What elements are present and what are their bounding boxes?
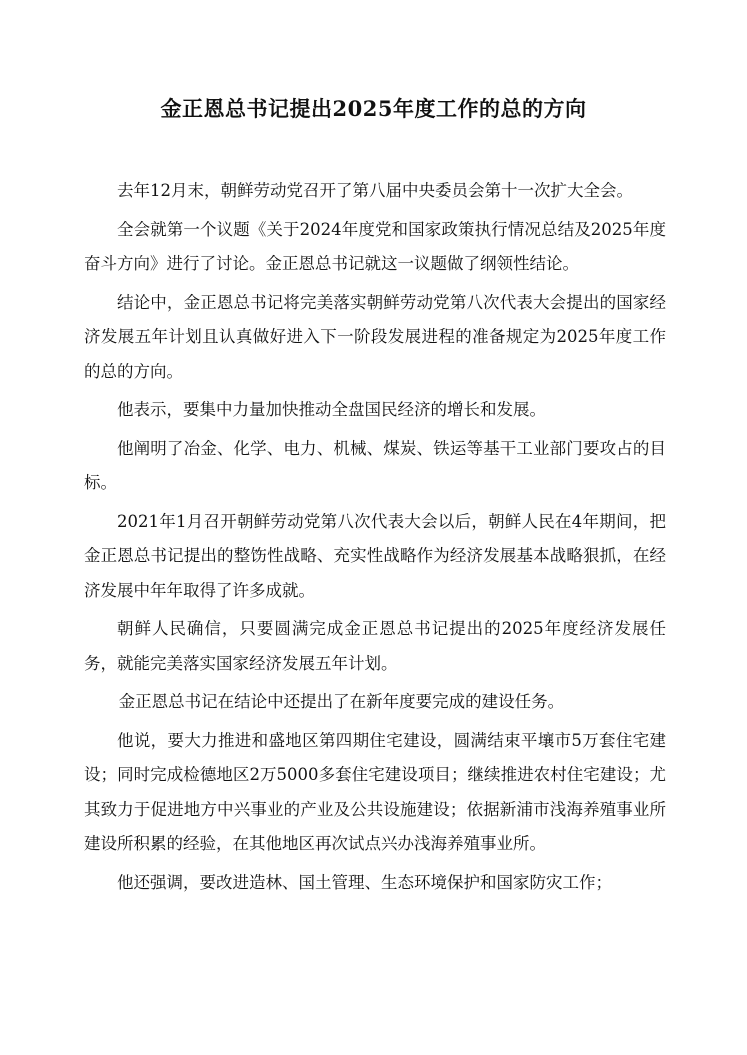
document-body [84,174,666,904]
paragraph-6: 2021年1月召开朝鲜劳动党第八次代表大会以后，朝鲜人民在4年期间，把金正恩总书记提出的整饬性战略、充实性战略作为经济发展基本战略狠抓，在经济发展中年年取得了许多成就。 [84,511,666,600]
paragraph-10: 他还强调，要改进造林、国土管理、生态环境保护和国家防灾工作； [117,872,612,892]
paragraph-5: 他阐明了冶金、化学、电力、机械、煤炭、铁运等基干工业部门要攻占的目标。 [84,438,666,492]
paragraph-7: 朝鲜人民确信，只要圆满完成金正恩总书记提出的2025年度经济发展任务，就能完美落实国家经济发展五年计划。 [84,619,666,673]
document-title: 金正恩总书记提出2025年度工作的总的方向 [160,96,587,121]
paragraph-2: 全会就第一个议题《关于2024年度党和国家政策执行情况总结及2025年度奋斗方向》进行了讨论。金正恩总书记就这一议题做了纲领性结论。 [84,219,666,273]
paragraph-3: 结论中，金正恩总书记将完美落实朝鲜劳动党第八次代表大会提出的国家经济发展五年计划且认真做好进入下一阶段发展进程的准备规定为2025年度工作的总的方向。 [84,292,666,381]
paragraph-8: 金正恩总书记在结论中还提出了在新年度要完成的建设任务。 [118,692,565,711]
paragraph-4: 他表示，要集中力量加快推动全盘国民经济的增长和发展。 [117,400,546,419]
paragraph-9: 他说，要大力推进和盛地区第四期住宅建设，圆满结束平壤市5万套住宅建设；同时完成检德地区2万5000多套住宅建设项目；继续推进农村住宅建设；尤其致力于促进地方中兴事业的产业及公共设施建设；依据新浦市浅海养殖事业所建设所积累的经验，在其他地区再次试点兴办浅海养殖事业所。 [84,730,666,853]
paragraph-1: 去年12月末，朝鲜劳动党召开了第八届中央委员会第十一次扩大全会。 [117,181,633,200]
